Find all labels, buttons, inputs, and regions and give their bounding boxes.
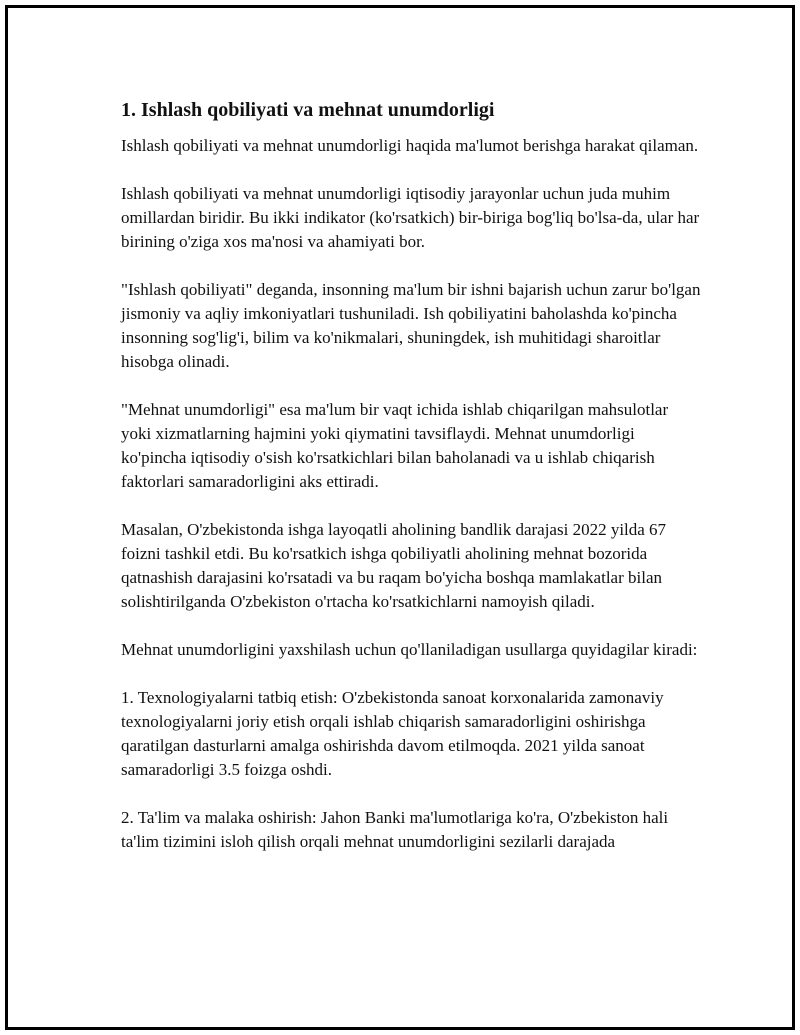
paragraph-example: Masalan, O'zbekistonda ishga layoqatli aholining bandlik darajasi 2022 yilda 67 foizni tashkil etdi. Bu ko'rsatkich ishga qobiliyatli aholining mehnat bozorida qatnashish darajasini ko'rsatadi va bu raqam bo'yicha boshqa mamlakatlar bilan solishtirilganda O'zbekiston o'rtacha ko'rsatkichlarni namoyish qiladi. [121, 520, 667, 611]
paragraph-work-capacity: "Ishlash qobiliyati" deganda, insonning ma'lum bir ishni bajarish uchun zarur bo'lgan jismoniy va aqliy imkoniyatlari tushuniladi. Ish qobiliyatini baholashda ko'pincha insonning sog'lig'i, bilim va ko'nikmalari, shuningdek, ish muhitidagi sharoitlar hisobga olinadi. [121, 280, 701, 371]
paragraph-overview: Ishlash qobiliyati va mehnat unumdorligi iqtisodiy jarayonlar uchun juda muhim omillardan biridir. Bu ikki indikator (ko'rsatkich) bir-biriga bog'liq bo'lsa-da, ular har birining o'ziga xos ma'nosi va ahamiyati bor. [121, 184, 700, 251]
paragraph-intro: Ishlash qobiliyati va mehnat unumdorligi haqida ma'lumot berishga harakat qilaman. [121, 136, 699, 155]
paragraph-method-2: 2. Ta'lim va malaka oshirish: Jahon Banki ma'lumotlariga ko'ra, O'zbekiston hali ta'lim tizimini isloh qilish orqali mehnat unumdorligini sezilarli darajada [121, 808, 669, 851]
document-body [121, 96, 701, 878]
paragraph-labor-productivity: "Mehnat unumdorligi" esa ma'lum bir vaqt ichida ishlab chiqarilgan mahsulotlar yoki xizmatlarning hajmini yoki qiymatini tavsiflaydi. Mehnat unumdorligi ko'pincha iqtisodiy o'sish ko'rsatkichlari bilan baholanadi va u ishlab chiqarish faktorlari samaradorligini aks ettiradi. [121, 400, 669, 491]
paragraph-method-1: 1. Texnologiyalarni tatbiq etish: O'zbekistonda sanoat korxonalarida zamonaviy texnologiyalarni joriy etish orqali ishlab chiqarish samaradorligini oshirishga qaratilgan dasturlarni amalga oshirishda davom etilmoqda. 2021 yilda sanoat samaradorligi 3.5 foizga oshdi. [121, 688, 664, 779]
document-title: 1. Ishlash qobiliyati va mehnat unumdorligi [121, 99, 495, 121]
document-page [5, 5, 795, 1030]
paragraph-methods-intro: Mehnat unumdorligini yaxshilash uchun qo'llaniladigan usullarga quyidagilar kiradi: [121, 640, 698, 659]
